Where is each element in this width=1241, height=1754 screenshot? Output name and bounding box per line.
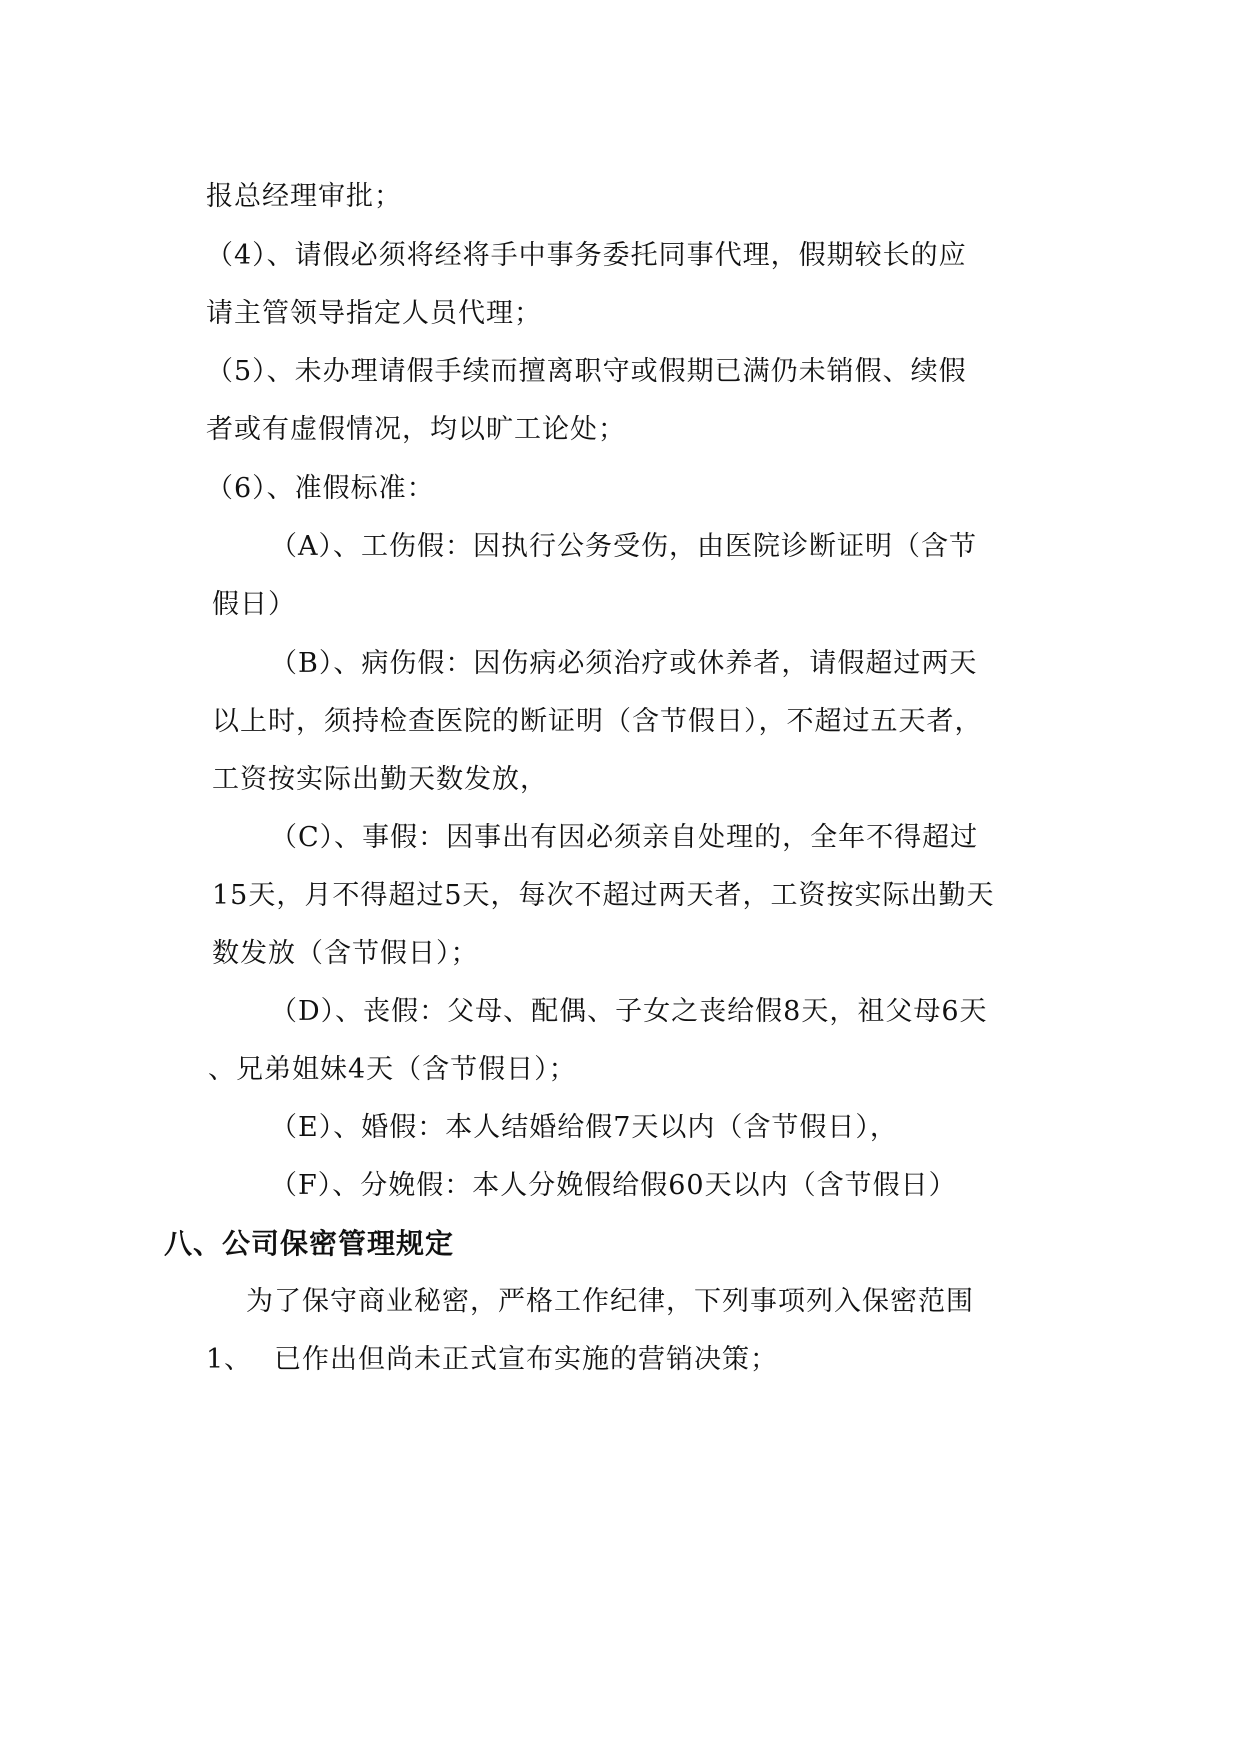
list-item-text: 已作出但尚未正式宣布实施的营销决策； [274, 1344, 778, 1375]
text-line-18: （F）、分娩假：本人分娩假给假60天以内（含节假日） [270, 1170, 957, 1201]
text-line-8: 假日） [212, 589, 296, 620]
text-line-4: （5）、未办理请假手续而擅离职守或假期已满仍未销假、续假 [206, 356, 967, 387]
text-line-9: （B）、病伤假：因伤病必须治疗或休养者，请假超过两天 [270, 648, 978, 679]
text-line-14: 数发放（含节假日）； [212, 938, 479, 969]
text-line-15: （D）、丧假：父母、配偶、子女之丧给假8天，祖父母6天 [270, 996, 988, 1027]
text-line-10: 以上时，须持检查医院的断证明（含节假日），不超过五天者， [212, 706, 983, 737]
text-line-13: 15天，月不得超过5天，每次不超过两天者，工资按实际出勤天 [212, 880, 995, 911]
text-line-7: （A）、工伤假：因执行公务受伤，由医院诊断证明（含节 [270, 531, 977, 562]
text-line-1: 报总经理审批； [206, 181, 402, 212]
text-line-5: 者或有虚假情况，均以旷工论处； [206, 414, 626, 445]
text-line-11: 工资按实际出勤天数发放， [212, 764, 548, 795]
text-line-3: 请主管领导指定人员代理； [206, 298, 542, 329]
text-line-2: （4）、请假必须将经将手中事务委托同事代理，假期较长的应 [206, 240, 967, 271]
text-line-17: （E）、婚假：本人结婚给假7天以内（含节假日）， [270, 1112, 898, 1143]
text-line-16: 、兄弟姐妹4天（含节假日）； [208, 1054, 577, 1085]
intro-paragraph: 为了保守商业秘密，严格工作纪律，下列事项列入保密范围 [246, 1286, 974, 1317]
section-heading: 八、公司保密管理规定 [164, 1227, 455, 1260]
list-item-number: 1、 [206, 1344, 253, 1375]
text-line-6: （6）、准假标准： [206, 473, 435, 504]
text-line-12: （C）、事假：因事出有因必须亲自处理的，全年不得超过 [270, 822, 979, 853]
